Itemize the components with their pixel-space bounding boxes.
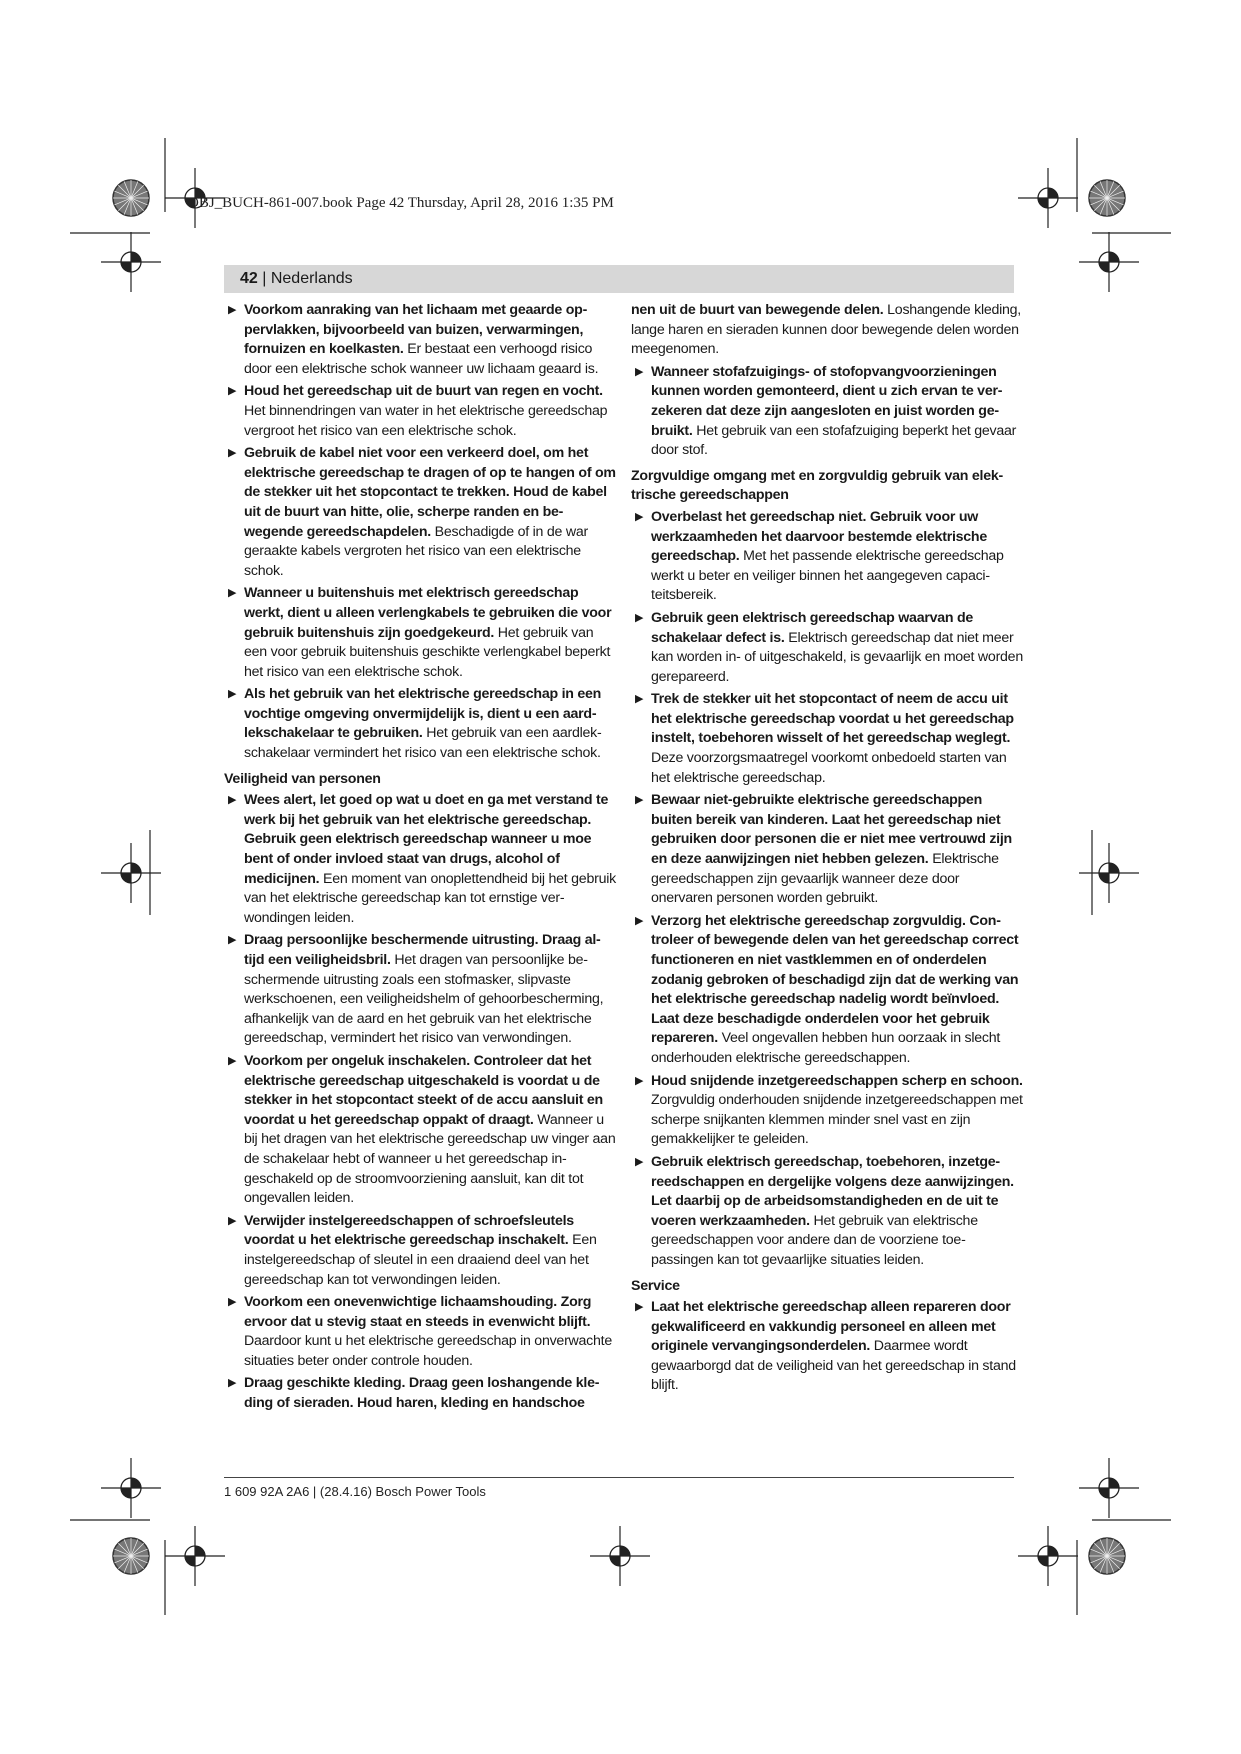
bullet-arrow-icon: ▶ [228, 304, 237, 316]
section-title-personal-safety: Veiligheid van personen [224, 770, 381, 787]
list-item-bold: Draag geschikte kleding. Draag geen loshangende kleding of sieraden. Houd haren, kleding en handschoe [244, 1375, 600, 1412]
list-item-text: Zorgvuldig onderhouden snijdende inzetgereedschappen met scherpe snijkanten klemmen minder snel vast en zijn gemakkelijker te geleiden. [651, 1092, 1023, 1148]
list-item-bold: Wanneer u buitenshuis met elektrisch gereedschap werkt, dient u alleen verlengkabels te gebruiken die voor gebruik buitenshuis zijn goedgekeurd. [244, 585, 612, 641]
bullet-arrow-icon: ▶ [228, 934, 237, 947]
list-item-bold: Gebruik geen elektrisch gereedschap waarvan de schakelaar defect is. [651, 609, 974, 646]
list-item-bold: Draag persoonlijke beschermende uitrusting. Draag altijd een veiligheidsbril. [244, 932, 601, 968]
list-item [224, 791, 616, 928]
continued-paragraph [631, 301, 1023, 360]
bullet-arrow-icon: ▶ [635, 693, 644, 706]
bullet-arrow-icon: ▶ [228, 1377, 237, 1390]
list-item-text: Het binnendringen van water in het elektrische gereedschap vergroot het risico van een elektrische schok. [244, 402, 608, 439]
list-item [224, 382, 616, 441]
slug-line: OBJ_BUCH-861-007.book Page 42 Thursday, April 28, 2016 1:35 PM [188, 195, 614, 211]
list-item-text: Elektrisch gereedschap dat niet meer kan worden in- of uitgeschakeld, is gevaarlijk en moet worden gerepareerd. [651, 629, 1023, 685]
bullet-arrow-icon: ▶ [635, 914, 644, 927]
list-item [631, 1298, 1023, 1396]
bullet-arrow-icon: ▶ [635, 611, 644, 624]
list-item-text: Deze voorzorgsmaatregel voorkomt onbedoeld starten van het elektrische gereedschap. [651, 750, 1007, 786]
list-item-bold: Laat het elektrische gereedschap alleen repareren door gekwalificeerd en vakkundig personeel en alleen met originele vervangingsonderdelen. [651, 1299, 1011, 1355]
bullet-arrow-icon: ▶ [228, 1296, 237, 1309]
list-item-text: Daardoor kunt u het elektrische gereedschap in onverwachte situaties beter onder controle houden. [244, 1333, 613, 1369]
list-item [631, 791, 1023, 909]
bullet-arrow-icon: ▶ [635, 1074, 644, 1087]
section-title-service: Service [631, 1277, 680, 1294]
list-item-bold: Houd snijdende inzetgereedschappen scherp en schoon. [651, 1072, 1023, 1089]
list-item [224, 1374, 616, 1413]
bullet-arrow-icon: ▶ [635, 1301, 644, 1314]
page-header [240, 266, 353, 292]
footer-rule [224, 1477, 1014, 1478]
bullet-arrow-icon: ▶ [228, 688, 237, 701]
list-item [631, 609, 1023, 687]
list-item-text: Wanneer u bij het dragen van het elektrische gereedschap uw vinger aan de schakelaar hebt of wanneer u het gereedschap ingeschakeld op de stroomvoorziening aansluit, kan dit tot ongevallen leiden. [244, 1111, 616, 1207]
continued-bold: nen uit de buurt van bewegende delen. [631, 302, 884, 318]
bullet-arrow-icon: ▶ [228, 1054, 237, 1067]
list-item-text: Het gebruik van een voor gebruik buitenshuis geschikte verlengkabel beperkt het risico van een elektrische schok. [244, 624, 611, 680]
right-column [631, 301, 1023, 1399]
list-item-text: Het gebruik van een aardlekschakelaar vermindert het risico van een elektrische schok. [244, 725, 602, 762]
list-item [224, 1293, 616, 1371]
bullet-arrow-icon: ▶ [228, 794, 237, 807]
list-item [631, 912, 1023, 1069]
list-item [224, 1212, 616, 1290]
list-item-bold: Trek de stekker uit het stopcontact of neem de accu uit het elektrische gereedschap voordat u het gereedschap instelt, toebehoren wisselt of het gereedschap weglegt. [651, 691, 1014, 747]
list-item-bold: Gebruik elektrisch gereedschap, toebehoren, inzetgereedschappen en dergelijke volgens deze aanwijzingen. Let daarbij op de arbeidsomstandigheden en de uit te voeren werkzaamheden. [651, 1153, 1014, 1229]
page-number: 42 [240, 270, 258, 287]
bullet-arrow-icon: ▶ [228, 447, 237, 460]
list-item [224, 1052, 616, 1209]
list-item [224, 931, 616, 1049]
list-item-bold: Voorkom een onevenwichtige lichaamshouding. Zorg ervoor dat u stevig staat en steeds in evenwicht blijft. [244, 1294, 592, 1330]
list-item-text: Beschadigde of in de war geraakte kabels vergroten het risico van een elektrische schok. [244, 523, 588, 579]
list-item [224, 685, 616, 763]
bullet-arrow-icon: ▶ [635, 1155, 644, 1168]
list-item-text: Elektrische gereedschappen zijn gevaarlijk wanneer deze door onervaren personen worden gebruikt. [651, 851, 999, 907]
list-item-text: Een instelgereedschap of sleutel in een draaiend deel van het gereedschap kan tot verwondingen leiden. [244, 1232, 597, 1288]
header-separator: | [257, 270, 271, 287]
list-item-text: Veel ongevallen hebben hun oorzaak in slecht onderhouden elektrische gereedschappen. [651, 1030, 1001, 1066]
list-item-bold: Houd het gereedschap uit de buurt van regen en vocht. [244, 383, 603, 400]
list-item [631, 363, 1023, 461]
section-title-tool-care: Zorgvuldige omgang met en zorgvuldig gebruik van elektrische gereedschappen [631, 467, 1004, 504]
list-item [224, 444, 616, 581]
list-item-text: Met het passende elektrische gereedschap werkt u beter en veiliger binnen het aangegeven capaciteitsbereik. [651, 548, 1004, 604]
bullet-arrow-icon: ▶ [635, 365, 644, 378]
list-item-text: Het gebruik van elektrische gereedschappen voor andere dan de voorziene toepassingen kan tot gevaarlijke situaties leiden. [651, 1212, 978, 1268]
list-item-text: Er bestaat een verhoogd risico door een elektrische schok wanneer uw lichaam geaard is. [244, 341, 599, 377]
list-item [631, 690, 1023, 788]
list-item-bold: Bewaar niet-gebruikte elektrische gereedschappen buiten bereik van kinderen. Laat het gereedschap niet gebruiken door personen die er niet mee vertrouwd zijn en deze aanwijzingen niet hebben gelezen. [651, 792, 1012, 868]
left-column [224, 301, 616, 1417]
list-item [631, 508, 1023, 606]
list-item-bold: Wees alert, let goed op wat u doet en ga met verstand te werk bij het gebruik van het elektrische gereedschap. Gebruik geen elektrisch gereedschap wanneer u moe bent of onder invloed staat van drugs, alcohol of medicijnen. [244, 792, 609, 887]
list-item [224, 584, 616, 682]
bullet-arrow-icon: ▶ [635, 794, 644, 807]
list-item-bold: Wanneer stofafzuigings- of stofopvangvoorzieningen kunnen worden gemonteerd, dient u zich ervan te verzekeren dat deze zijn aangesloten en juist worden gebruikt. [651, 363, 1003, 439]
list-item-bold: Verwijder instelgereedschappen of schroefsleutels voordat u het elektrische gereedschap inschakelt. [244, 1212, 574, 1249]
list-item-bold: Overbelast het gereedschap niet. Gebruik voor uw werkzaamheden het daarvoor bestemde elektrische gereedschap. [651, 508, 987, 565]
continued-normal: Loshangende kleding, lange haren en sieraden kunnen door bewegende delen worden meegenomen. [631, 302, 1022, 358]
list-item [631, 1153, 1023, 1271]
list-item-bold: Als het gebruik van het elektrische gereedschap in een vochtige omgeving onvermijdelijk is, dient u een aardlekschakelaar te gebruiken. [244, 686, 602, 742]
bullet-arrow-icon: ▶ [228, 385, 237, 398]
bullet-arrow-icon: ▶ [228, 1214, 237, 1227]
list-item-text: Het gebruik van een stofafzuiging beperkt het gevaar door stof. [651, 422, 1017, 459]
list-item [224, 301, 616, 379]
list-item-bold: Voorkom aanraking van het lichaam met geaarde oppervlakken, bijvoorbeeld van buizen, verwarmingen, fornuizen en koelkasten. [244, 302, 588, 358]
bullet-arrow-icon: ▶ [635, 510, 644, 523]
list-item-bold: Voorkom per ongeluk inschakelen. Controleer dat het elektrische gereedschap uitgeschakeld is voordat u de stekker in het stopcontact steekt of de accu aansluit en voordat u het gereedschap oppakt of draagt. [244, 1052, 603, 1128]
list-item-bold: Verzorg het elektrische gereedschap zorgvuldig. Controleer of bewegende delen van het gereedschap correct functioneren en niet vastklemmen en of onderdelen zodanig gebroken of beschadigd zijn dat de werking van het elektrische gereedschap nadelig wordt beïnvloed. Laat deze beschadigde onderdelen voor het gebruik repareren. [651, 912, 1019, 1047]
list-item-text: Daarmee wordt gewaarborgd dat de veiligheid van het gereedschap in stand blijft. [651, 1338, 1016, 1394]
list-item [631, 1072, 1023, 1150]
bullet-arrow-icon: ▶ [228, 587, 237, 600]
list-item-text: Een moment van onoplettendheid bij het gebruik van het elektrische gereedschap kan tot ernstige verwondingen leiden. [244, 870, 616, 926]
header-language: Nederlands [270, 270, 353, 287]
footer-text: 1 609 92A 2A6 | (28.4.16) Bosch Power Tools [224, 1484, 486, 1499]
list-item-bold: Gebruik de kabel niet voor een verkeerd doel, om het elektrische gereedschap te dragen of op te hangen of om de stekker uit het stopcontact te trekken. Houd de kabel uit de buurt van hitte, olie, scherpe randen en bewegende gereedschapdelen. [244, 445, 616, 540]
list-item-text: Het dragen van persoonlijke beschermende uitrusting zoals een stofmasker, slipvaste werkschoenen, een veiligheidshelm of gehoorbescherming, afhankelijk van de aard en het gebruik van het elektrische gereedschap, vermindert het risico van verwondingen. [244, 952, 604, 1047]
